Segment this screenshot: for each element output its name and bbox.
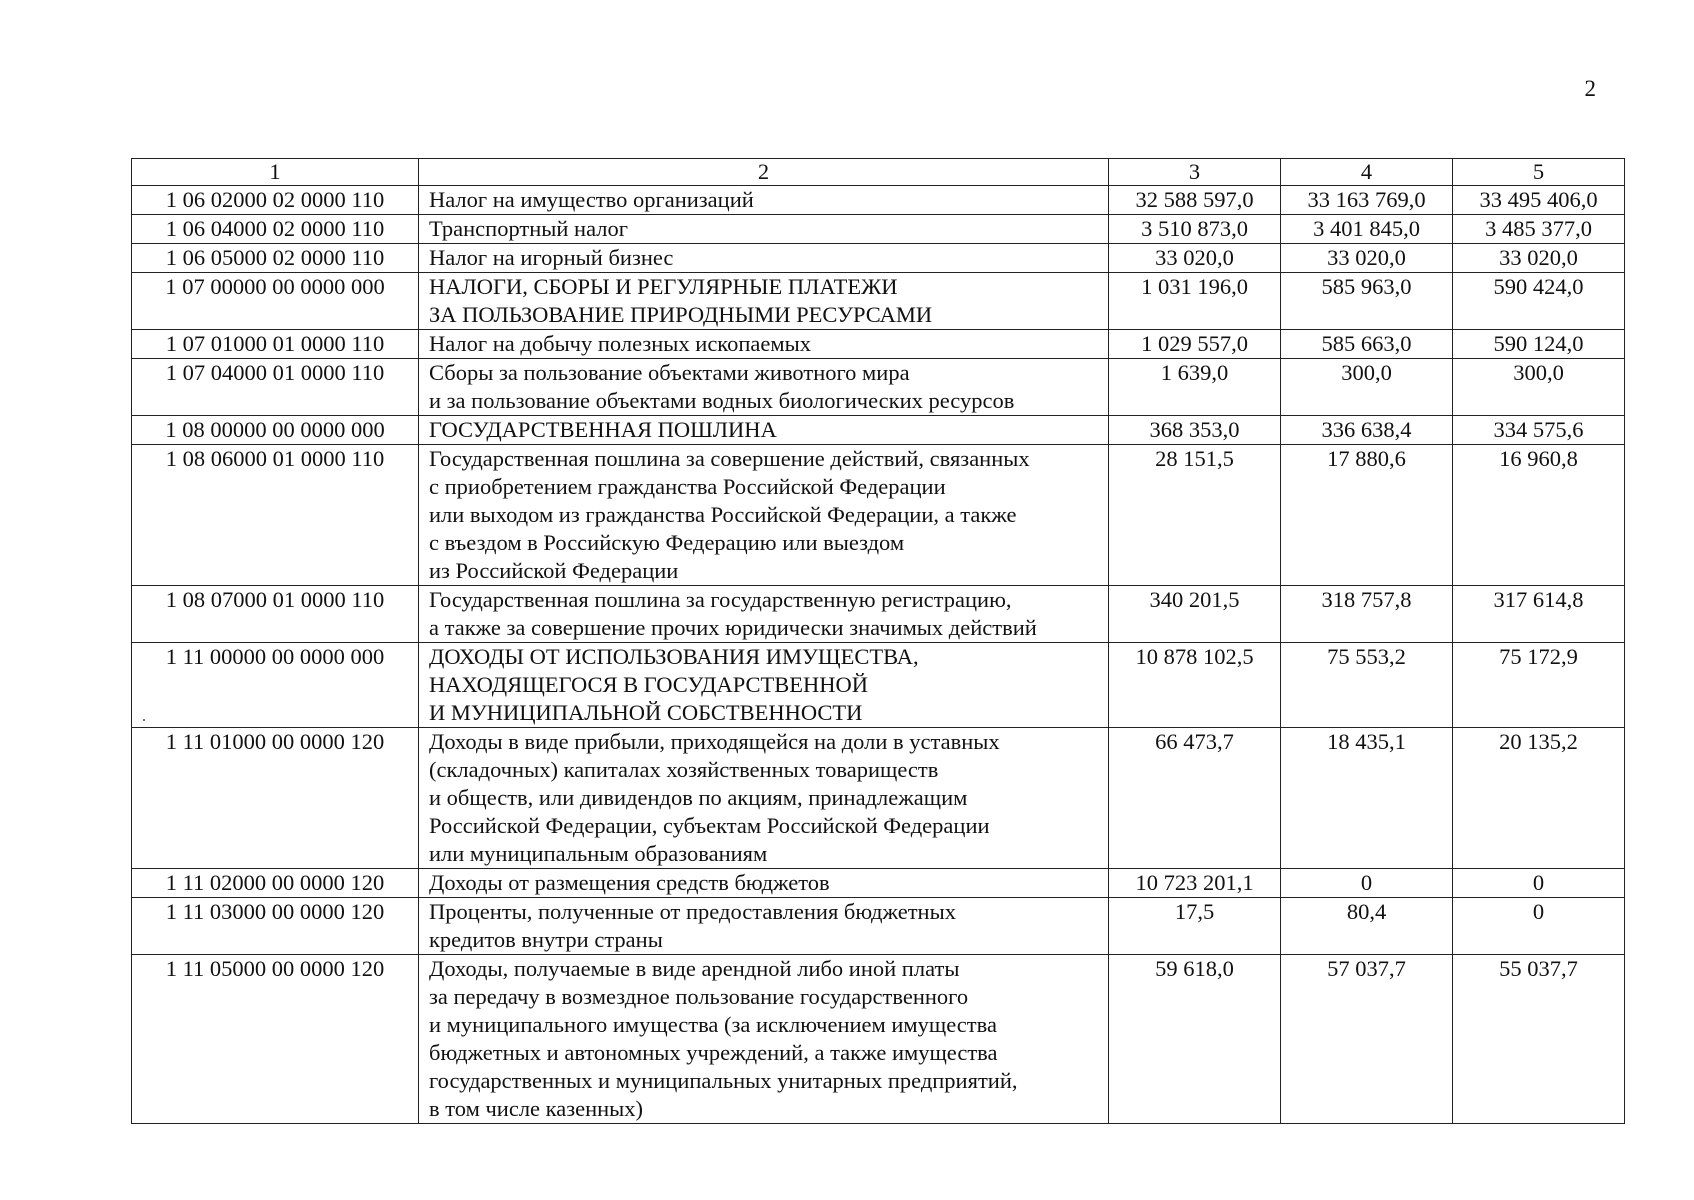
revenue-name-cell: Государственная пошлина за государственную регистрацию, а также за совершение прочих юридически значимых действий [419,586,1109,643]
amount-col4-cell: 17 880,6 [1281,445,1453,586]
revenue-code-cell: 1 08 06000 01 0000 110 [132,445,419,586]
table-row [132,643,1625,728]
scan-artifact-dot [143,719,145,721]
amount-col5-cell: 590 124,0 [1453,330,1625,359]
revenue-name-cell: Транспортный налог [419,215,1109,244]
revenue-code-cell: 1 11 01000 00 0000 120 [132,728,419,869]
amount-col5-cell: 3 485 377,0 [1453,215,1625,244]
revenue-name-cell: Проценты, полученные от предоставления бюджетных кредитов внутри страны [419,898,1109,955]
amount-col3-cell: 32 588 597,0 [1109,186,1281,215]
revenue-name-cell: Доходы в виде прибыли, приходящейся на доли в уставных (складочных) капиталах хозяйственных товариществ и обществ, или дивидендов по акциям, принадлежащим Российской Федерации, субъектам Российской Федерации или муниципальным образованиям [419,728,1109,869]
revenue-name-cell: НАЛОГИ, СБОРЫ И РЕГУЛЯРНЫЕ ПЛАТЕЖИ ЗА ПОЛЬЗОВАНИЕ ПРИРОДНЫМИ РЕСУРСАМИ [419,273,1109,330]
table-row [132,244,1625,273]
table-row [132,728,1625,869]
amount-col4-cell: 18 435,1 [1281,728,1453,869]
column-header-4: 4 [1281,159,1453,186]
amount-col5-cell: 300,0 [1453,359,1625,416]
revenue-code-cell: 1 11 00000 00 0000 000 [132,643,419,728]
amount-col3-cell: 17,5 [1109,898,1281,955]
amount-col5-cell: 317 614,8 [1453,586,1625,643]
amount-col5-cell: 33 495 406,0 [1453,186,1625,215]
amount-col4-cell: 33 020,0 [1281,244,1453,273]
amount-col4-cell: 33 163 769,0 [1281,186,1453,215]
table-row [132,586,1625,643]
table-row [132,955,1625,1124]
amount-col3-cell: 1 639,0 [1109,359,1281,416]
revenue-code-cell: 1 07 00000 00 0000 000 [132,273,419,330]
revenue-code-cell: 1 11 03000 00 0000 120 [132,898,419,955]
table-row [132,330,1625,359]
amount-col4-cell: 585 963,0 [1281,273,1453,330]
revenue-name-cell: Государственная пошлина за совершение действий, связанных с приобретением гражданства Российской Федерации или выходом из гражданства Российской Федерации, а также с въездом в Российскую Федерацию или выездом из Российской Федерации [419,445,1109,586]
table-row [132,898,1625,955]
revenue-name-cell: Налог на добычу полезных ископаемых [419,330,1109,359]
revenue-code-cell: 1 08 07000 01 0000 110 [132,586,419,643]
revenue-name-cell: ГОСУДАРСТВЕННАЯ ПОШЛИНА [419,416,1109,445]
column-header-1: 1 [132,159,419,186]
amount-col4-cell: 0 [1281,869,1453,898]
amount-col5-cell: 590 424,0 [1453,273,1625,330]
revenue-name-cell: Налог на игорный бизнес [419,244,1109,273]
amount-col3-cell: 1 029 557,0 [1109,330,1281,359]
revenue-code-cell: 1 11 05000 00 0000 120 [132,955,419,1124]
amount-col4-cell: 3 401 845,0 [1281,215,1453,244]
revenue-code-cell: 1 06 02000 02 0000 110 [132,186,419,215]
revenue-code-cell: 1 07 04000 01 0000 110 [132,359,419,416]
amount-col4-cell: 585 663,0 [1281,330,1453,359]
table-row [132,186,1625,215]
table-row [132,215,1625,244]
revenue-name-cell: Доходы от размещения средств бюджетов [419,869,1109,898]
amount-col3-cell: 66 473,7 [1109,728,1281,869]
amount-col3-cell: 3 510 873,0 [1109,215,1281,244]
amount-col4-cell: 318 757,8 [1281,586,1453,643]
revenue-name-cell: Сборы за пользование объектами животного мира и за пользование объектами водных биологических ресурсов [419,359,1109,416]
table-row [132,445,1625,586]
amount-col3-cell: 28 151,5 [1109,445,1281,586]
amount-col4-cell: 57 037,7 [1281,955,1453,1124]
amount-col3-cell: 1 031 196,0 [1109,273,1281,330]
amount-col3-cell: 10 878 102,5 [1109,643,1281,728]
amount-col4-cell: 75 553,2 [1281,643,1453,728]
amount-col5-cell: 20 135,2 [1453,728,1625,869]
amount-col3-cell: 59 618,0 [1109,955,1281,1124]
budget-revenue-table [131,158,1625,1124]
amount-col5-cell: 33 020,0 [1453,244,1625,273]
amount-col5-cell: 55 037,7 [1453,955,1625,1124]
column-number-row [132,159,1625,186]
column-header-5: 5 [1453,159,1625,186]
revenue-name-cell: Налог на имущество организаций [419,186,1109,215]
table-body [132,159,1625,1124]
column-header-2: 2 [419,159,1109,186]
revenue-code-cell: 1 06 05000 02 0000 110 [132,244,419,273]
revenue-name-cell: Доходы, получаемые в виде арендной либо иной платы за передачу в возмездное пользование государственного и муниципального имущества (за исключением имущества бюджетных и автономных учреждений, а также имущества государственных и муниципальных унитарных предприятий, в том числе казенных) [419,955,1109,1124]
amount-col3-cell: 340 201,5 [1109,586,1281,643]
revenue-code-cell: 1 07 01000 01 0000 110 [132,330,419,359]
amount-col4-cell: 300,0 [1281,359,1453,416]
page-number: 2 [1584,76,1596,101]
amount-col4-cell: 80,4 [1281,898,1453,955]
revenue-code-cell: 1 11 02000 00 0000 120 [132,869,419,898]
table-row [132,273,1625,330]
amount-col4-cell: 336 638,4 [1281,416,1453,445]
amount-col5-cell: 334 575,6 [1453,416,1625,445]
amount-col5-cell: 0 [1453,898,1625,955]
revenue-code-cell: 1 06 04000 02 0000 110 [132,215,419,244]
table-row [132,359,1625,416]
revenue-code-cell: 1 08 00000 00 0000 000 [132,416,419,445]
amount-col3-cell: 10 723 201,1 [1109,869,1281,898]
table-row [132,869,1625,898]
amount-col3-cell: 33 020,0 [1109,244,1281,273]
amount-col5-cell: 75 172,9 [1453,643,1625,728]
amount-col3-cell: 368 353,0 [1109,416,1281,445]
column-header-3: 3 [1109,159,1281,186]
amount-col5-cell: 0 [1453,869,1625,898]
amount-col5-cell: 16 960,8 [1453,445,1625,586]
table-row [132,416,1625,445]
revenue-name-cell: ДОХОДЫ ОТ ИСПОЛЬЗОВАНИЯ ИМУЩЕСТВА, НАХОДЯЩЕГОСЯ В ГОСУДАРСТВЕННОЙ И МУНИЦИПАЛЬНОЙ СОБСТВЕННОСТИ [419,643,1109,728]
